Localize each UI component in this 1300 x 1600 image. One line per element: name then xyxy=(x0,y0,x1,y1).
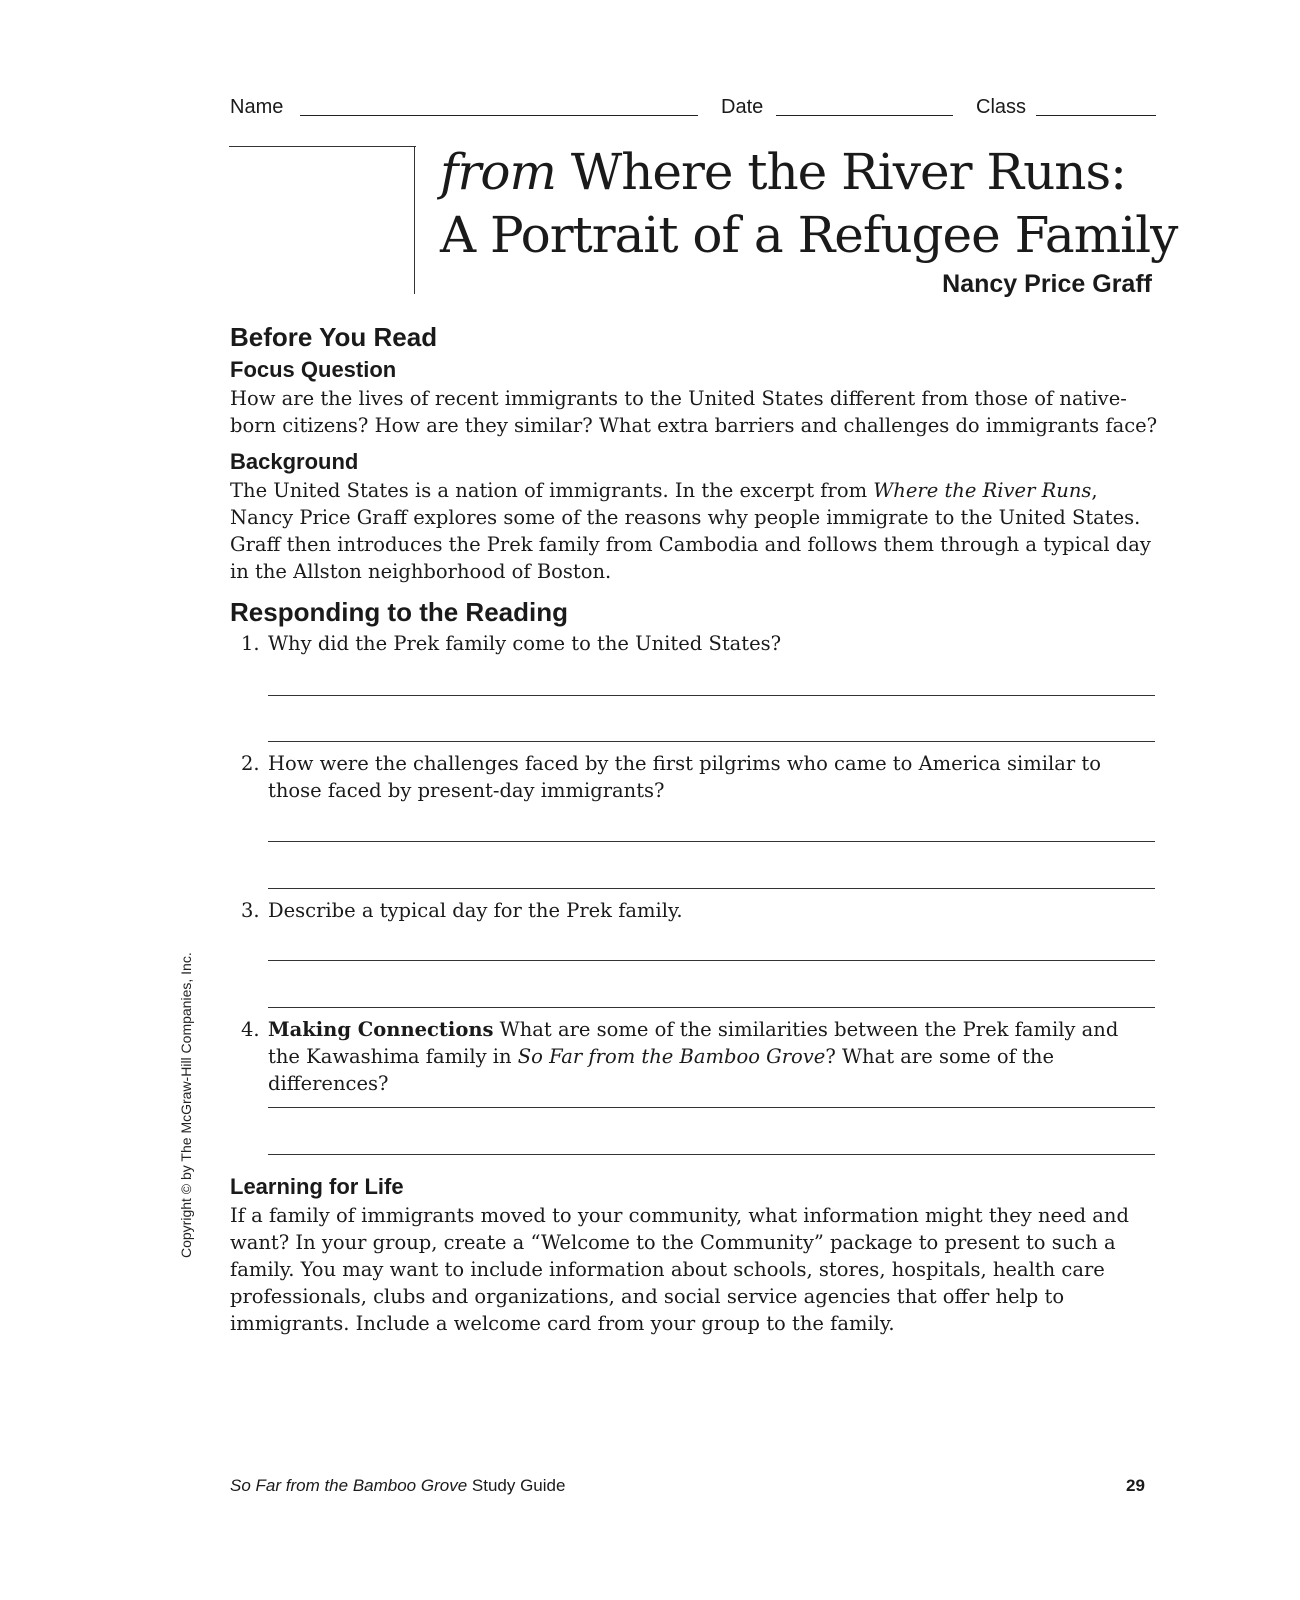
title-line-1 xyxy=(440,142,1126,202)
question-2-number: 2. xyxy=(241,752,260,775)
learning-for-life-text: If a family of immigrants moved to your community, what information might they need and want? In your group, create a “Welcome to the Community” package to present to such a family. You may want to include information about schools, stores, hospitals, health care professionals, clubs and organizations, and social service agencies that offer help to immigrants. Include a welcome card from your group to the family. xyxy=(230,1204,1129,1335)
answer-1-line-2[interactable] xyxy=(268,741,1155,742)
title-frame-top xyxy=(229,146,416,147)
footer-study-guide: Study Guide xyxy=(467,1476,566,1495)
learning-for-life-heading: Learning for Life xyxy=(230,1174,404,1199)
background-heading: Background xyxy=(230,449,359,474)
responding-heading: Responding to the Reading xyxy=(230,597,568,627)
answer-4-line-2[interactable] xyxy=(268,1154,1155,1155)
question-1-text: Why did the Prek family come to the United States? xyxy=(268,632,782,655)
title-line-1-text: Where the River Runs: xyxy=(555,143,1126,201)
before-you-read-heading: Before You Read xyxy=(230,322,438,352)
question-2-text: How were the challenges faced by the first pilgrims who came to America similar to those faced by present-day immigrants? xyxy=(268,752,1101,802)
background-text-part-1: The United States is a nation of immigrants. In the excerpt from xyxy=(230,479,874,502)
answer-3-line-2[interactable] xyxy=(268,1007,1155,1008)
learning-for-life-section xyxy=(230,1174,1160,1337)
question-3-number: 3. xyxy=(241,899,260,922)
title-from: from xyxy=(440,143,556,201)
footer-book-title xyxy=(230,1476,565,1496)
question-4-text xyxy=(268,1016,1138,1097)
name-field[interactable] xyxy=(300,115,698,116)
making-connections-label: Making Connections xyxy=(268,1018,494,1041)
class-label: Class xyxy=(976,96,1027,118)
question-4-number: 4. xyxy=(241,1018,260,1041)
question-4-book-title: So Far from the Bamboo Grove xyxy=(517,1045,826,1068)
name-label: Name xyxy=(230,96,284,118)
footer-book-name: So Far from the Bamboo Grove xyxy=(230,1476,468,1495)
title-frame-side xyxy=(414,146,415,294)
class-field[interactable] xyxy=(1036,115,1156,116)
answer-2-line-1[interactable] xyxy=(268,841,1155,842)
author-name: Nancy Price Graff xyxy=(942,270,1152,298)
answer-3-line-1[interactable] xyxy=(268,960,1155,961)
background-text-part-2: , Nancy Price Graff explores some of the reasons why people immigrate to the United States. Graff then introduces the Prek family from Cambodia and follows them through a typical day in the Allston neighborhood of Boston. xyxy=(230,479,1151,583)
focus-question-heading: Focus Question xyxy=(230,357,397,382)
before-you-read-section xyxy=(230,322,1160,585)
title-line-2: A Portrait of a Refugee Family xyxy=(440,206,1178,264)
focus-question-text: How are the lives of recent immigrants to the United States different from those of native-born citizens? How are they similar? What extra barriers and challenges do immigrants face? xyxy=(230,387,1158,437)
question-1-number: 1. xyxy=(241,632,260,655)
answer-2-line-2[interactable] xyxy=(268,888,1155,889)
date-label: Date xyxy=(721,96,764,118)
copyright-notice: Copyright © by The McGraw-Hill Companies, Inc. xyxy=(178,952,194,1258)
page-number: 29 xyxy=(1126,1476,1145,1495)
answer-1-line-1[interactable] xyxy=(268,695,1155,696)
question-3-text: Describe a typical day for the Prek family. xyxy=(268,899,683,922)
question-4-text-part-1: What are some of the similarities between the Prek family and the Kawashima family in xyxy=(268,1018,1119,1068)
date-field[interactable] xyxy=(776,115,953,116)
answer-4-line-1[interactable] xyxy=(268,1107,1155,1108)
background-text xyxy=(230,477,1160,585)
background-book-title: Where the River Runs xyxy=(873,479,1092,502)
question-4-text-part-2: ? What are some of the differences? xyxy=(268,1045,1055,1095)
